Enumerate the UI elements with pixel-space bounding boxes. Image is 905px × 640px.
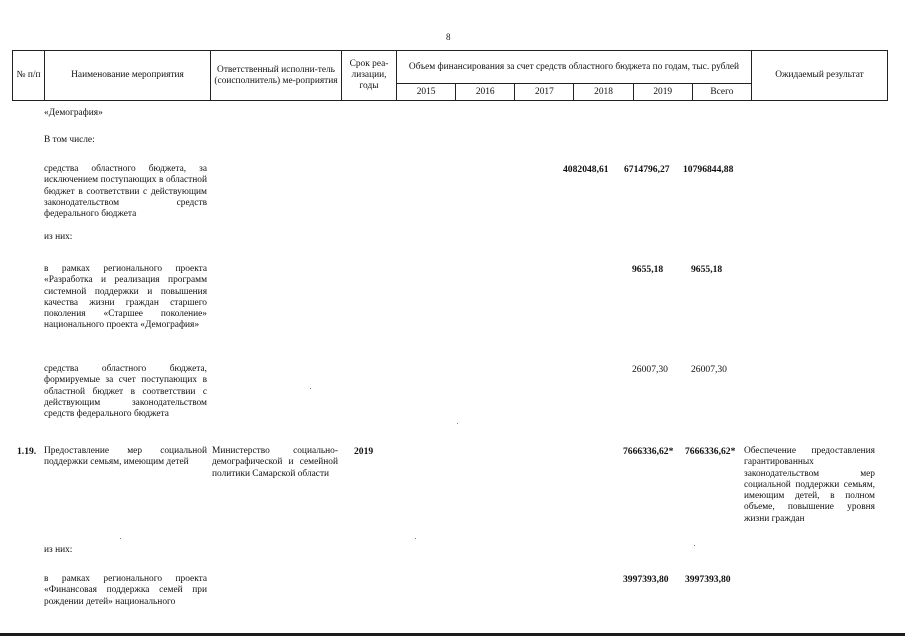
header-col-funding: Объем финансирования за счет средств областного бюджета по годам, тыс. рублей (397, 51, 752, 84)
row-regional-budget-2019: 6714796,27 (624, 164, 670, 175)
header-year-2018: 2018 (574, 84, 633, 101)
header-year-2017: 2017 (515, 84, 574, 101)
row-119-name: Предоставление мер социальной поддержки семьям, имеющим детей (44, 446, 207, 468)
row-family-support-total: 3997393,80 (685, 574, 731, 585)
header-year-2019: 2019 (633, 84, 692, 101)
scan-speck (120, 538, 121, 539)
row-119-2019: 7666336,62* (623, 446, 674, 457)
row-including: В том числе: (44, 135, 95, 145)
header-col-result: Ожидаемый результат (752, 51, 888, 101)
scan-speck (415, 538, 416, 539)
row-119-total: 7666336,62* (685, 446, 736, 457)
row-older-generation-name: в рамках регионального проекта «Разработка и реализация программ системной поддержки и повышения качества жизни граждан старшего поколения «Старшее поколение» национального проекта «Демография» (44, 264, 207, 331)
row-family-support-2019: 3997393,80 (623, 574, 669, 585)
header-col-term: Срок реа-лизации, годы (342, 51, 397, 101)
row-of-them-1: из них: (44, 232, 73, 242)
scan-speck (457, 423, 458, 424)
row-older-generation-total: 9655,18 (691, 264, 723, 275)
row-119-responsible: Министерство социально-демографической и семейной политики Самарской области (212, 446, 338, 479)
row-regional-budget-total: 10796844,88 (683, 164, 734, 175)
row-119-number: 1.19. (17, 446, 37, 457)
header-year-2016: 2016 (456, 84, 515, 101)
row-federal-funds-2019: 26007,30 (632, 364, 668, 375)
header-year-total: Всего (692, 84, 751, 101)
row-older-generation-2019: 9655,18 (632, 264, 664, 275)
header-col-number: № п/п (13, 51, 45, 101)
row-119-term: 2019 (354, 446, 374, 457)
row-of-them-2: из них: (44, 545, 73, 555)
row-family-support-name: в рамках регионального проекта «Финансовая поддержка семей при рождении детей» национального (44, 574, 207, 607)
row-regional-budget-2018: 4082048,61 (563, 164, 609, 175)
bottom-scan-border (0, 633, 905, 636)
scan-speck (694, 545, 695, 546)
table-header (12, 50, 888, 101)
row-119-result: Обеспечение предоставления гарантированных законодательством мер социальной поддержки семьям, имеющим детей, в полном объеме, повышение уровня жизни граждан (744, 446, 875, 524)
row-federal-funds-total: 26007,30 (691, 364, 727, 375)
header-col-responsible: Ответственный исполни-тель (соисполнитель) ме-роприятия (211, 51, 342, 101)
page-number: 8 (446, 32, 451, 42)
header-year-2015: 2015 (397, 84, 456, 101)
scan-speck (310, 388, 311, 389)
row-federal-funds-name: средства областного бюджета, формируемые за счет поступающих в областной бюджет в соответствии с действующим законодательством средств федерального бюджета (44, 364, 207, 420)
row-regional-budget-name: средства областного бюджета, за исключением поступающих в областной бюджет в соответствии с действующим законодательством средств федерального бюджета (44, 164, 207, 220)
row-demography-tail: «Демография» (44, 108, 103, 118)
header-col-name: Наименование мероприятия (45, 51, 211, 101)
